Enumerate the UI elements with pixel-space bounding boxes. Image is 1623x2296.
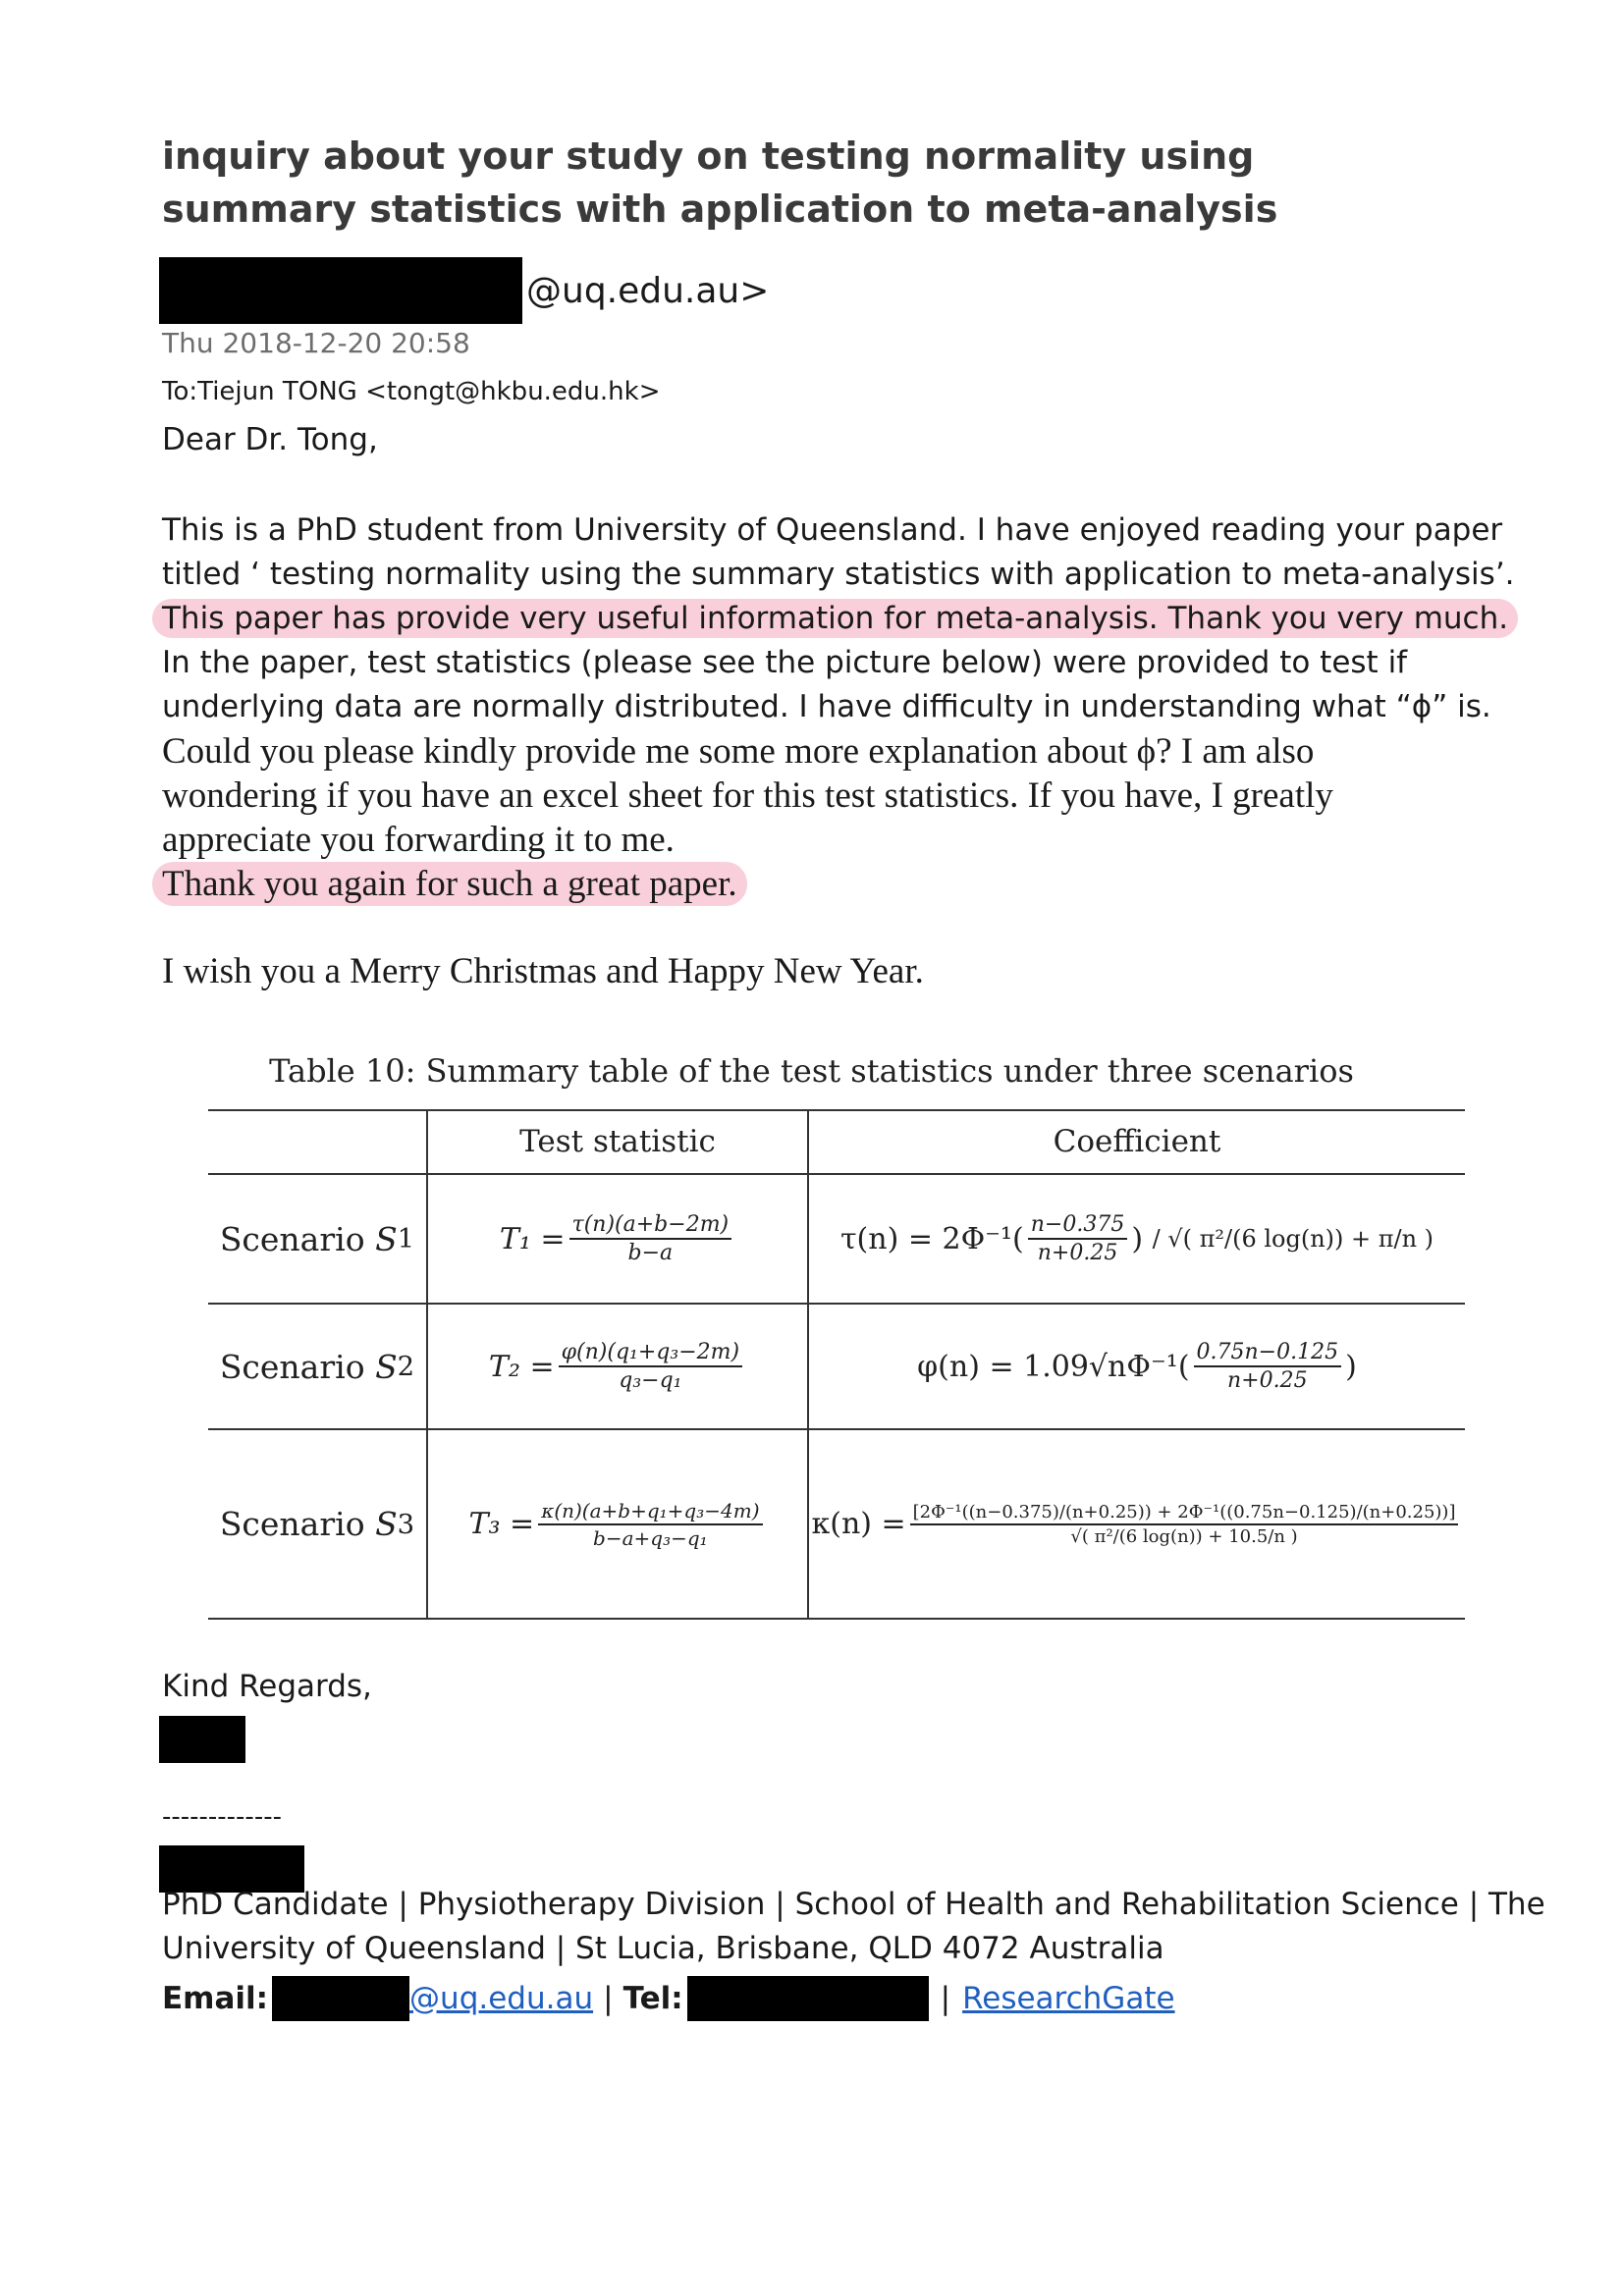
coefficient-tau: τ(n) = 2Φ⁻¹ ( $\frac{n-0.375}{n+0.25}$ ) / √( π²/(6 log(n)) + π/n ) xyxy=(839,1212,1434,1265)
body-line-5: underlying data are normally distributed. I have difficulty in understanding what “ϕ” is. xyxy=(162,689,1491,724)
pipe-separator: | xyxy=(603,1981,614,2016)
coefficient-fraction xyxy=(1194,1340,1342,1393)
scenario-index: 2 xyxy=(397,1351,415,1382)
tel-label: Tel: xyxy=(622,1981,683,2016)
coefficient-fraction xyxy=(910,1502,1459,1547)
scenario-symbol: S xyxy=(375,1505,398,1543)
scenario-index: 3 xyxy=(397,1508,415,1540)
redacted-phone xyxy=(687,1976,929,2021)
pipe-separator: | xyxy=(940,1981,951,2016)
coefficient-denominator: n+0.25 xyxy=(1037,1241,1118,1265)
scenario-1-label xyxy=(208,1175,426,1303)
body-line-9-highlighted xyxy=(162,863,747,905)
statistic-denominator: b−a xyxy=(627,1241,674,1265)
researchgate-link[interactable]: ResearchGate xyxy=(962,1981,1175,2016)
body-line-3-highlighted xyxy=(162,601,1518,636)
scenario-word: Scenario xyxy=(219,1505,365,1543)
statistic-t3 xyxy=(428,1430,807,1618)
header-coefficient: Coefficient xyxy=(1053,1123,1221,1159)
scenario-3-label xyxy=(208,1430,426,1618)
email-link[interactable]: @uq.edu.au xyxy=(409,1981,594,2016)
scenario-symbol: S xyxy=(375,1347,398,1386)
statistic-t1 xyxy=(428,1175,807,1303)
coefficient-lhs: φ(n) = 1.09√nΦ⁻¹ xyxy=(917,1349,1178,1384)
coefficient-lhs: κ(n) = xyxy=(811,1507,906,1541)
statistic-lhs: T₂ = xyxy=(488,1349,555,1384)
redacted-sender-name xyxy=(159,257,522,324)
closing-wish: I wish you a Merry Christmas and Happy New Year. xyxy=(162,951,924,991)
signature-title-line-2: University of Queensland | St Lucia, Brisbane, QLD 4072 Australia xyxy=(162,1931,1164,1966)
statistic-fraction xyxy=(569,1212,732,1265)
scenario-2-label xyxy=(208,1305,426,1428)
statistic-t2 xyxy=(428,1305,807,1428)
coefficient-numerator: [2Φ⁻¹((n−0.375)/(n+0.25)) + 2Φ⁻¹((0.75n−0.125)/(n+0.25))] xyxy=(910,1502,1459,1525)
body-line-8: appreciate you forwarding it to me. xyxy=(162,820,675,860)
email-label: Email: xyxy=(162,1981,269,2016)
coefficient-fraction xyxy=(1028,1212,1128,1265)
statistic-numerator: τ(n)(a+b−2m) xyxy=(569,1212,732,1240)
recipient-line: To:Tiejun TONG <tongt@hkbu.edu.hk> xyxy=(162,377,661,406)
scenario-index: 1 xyxy=(397,1223,415,1255)
highlight-great-paper: Thank you again for such a great paper. xyxy=(152,862,747,906)
sign-off: Kind Regards, xyxy=(162,1669,372,1704)
signature-separator: ------------- xyxy=(162,1802,282,1832)
scenario-word: Scenario xyxy=(219,1347,365,1386)
header-test-statistic: Test statistic xyxy=(519,1123,716,1159)
coefficient-numerator: n−0.375 xyxy=(1028,1212,1128,1240)
table-caption: Table 10: Summary table of the test statistics under three scenarios xyxy=(269,1052,1354,1090)
highlight-thanks: This paper has provide very useful information for meta-analysis. Thank you very much. xyxy=(152,599,1518,638)
coefficient-denominator: √( π²/(6 log(n)) + 10.5/n ) xyxy=(1070,1525,1298,1547)
summary-table xyxy=(208,1109,1465,1620)
scenario-symbol: S xyxy=(375,1219,398,1258)
sender-row xyxy=(159,257,769,324)
body-line-7: wondering if you have an excel sheet for this test statistics. If you have, I greatly xyxy=(162,775,1333,816)
coefficient-denominator: n+0.25 xyxy=(1227,1368,1308,1393)
coefficient-kappa xyxy=(809,1430,1465,1618)
statistic-denominator: q₃−q₁ xyxy=(619,1368,682,1393)
coefficient-phi: φ(n) = 1.09√nΦ⁻¹ ( $\frac{0.75n-0.125}{n+0.25}$ ) xyxy=(917,1340,1357,1393)
greeting: Dear Dr. Tong, xyxy=(162,422,378,457)
statistic-numerator: φ(n)(q₁+q₃−2m) xyxy=(559,1340,742,1367)
contact-line xyxy=(162,1975,1175,2022)
statistic-denominator: b−a+q₃−q₁ xyxy=(593,1525,708,1550)
body-line-2: titled ‘ testing normality using the summary statistics with application to meta-analysis’. xyxy=(162,557,1515,592)
email-subject: inquiry about your study on testing normality using summary statistics with application to meta-analysis xyxy=(162,134,1278,231)
scenario-word: Scenario xyxy=(219,1219,365,1258)
redacted-email-user xyxy=(272,1976,409,2021)
statistic-fraction xyxy=(559,1340,742,1393)
coefficient-numerator: 0.75n−0.125 xyxy=(1194,1340,1342,1367)
statistic-numerator: κ(n)(a+b+q₁+q₃−4m) xyxy=(538,1499,762,1525)
statistic-fraction xyxy=(538,1499,762,1550)
redacted-signature-name xyxy=(159,1716,245,1763)
sent-date: Thu 2018-12-20 20:58 xyxy=(162,327,470,359)
redacted-full-name xyxy=(159,1845,304,1893)
coefficient-rest: / √( π²/(6 log(n)) + π/n ) xyxy=(1152,1225,1434,1253)
signature-title-line-1: PhD Candidate | Physiotherapy Division | School of Health and Rehabilitation Science | The xyxy=(162,1887,1545,1922)
body-line-1: This is a PhD student from University of Queensland. I have enjoyed reading your paper xyxy=(162,512,1503,548)
statistic-lhs: T₁ = xyxy=(499,1221,566,1256)
table-rule-bottom xyxy=(208,1618,1465,1620)
coefficient-lhs: τ(n) = 2Φ⁻¹ xyxy=(839,1221,1013,1256)
statistic-lhs: T₃ = xyxy=(468,1507,535,1541)
body-line-6: Could you please kindly provide me some more explanation about ϕ? I am also xyxy=(162,731,1315,772)
sender-email-suffix: @uq.edu.au> xyxy=(526,270,770,311)
body-line-4: In the paper, test statistics (please see the picture below) were provided to test if xyxy=(162,645,1408,680)
